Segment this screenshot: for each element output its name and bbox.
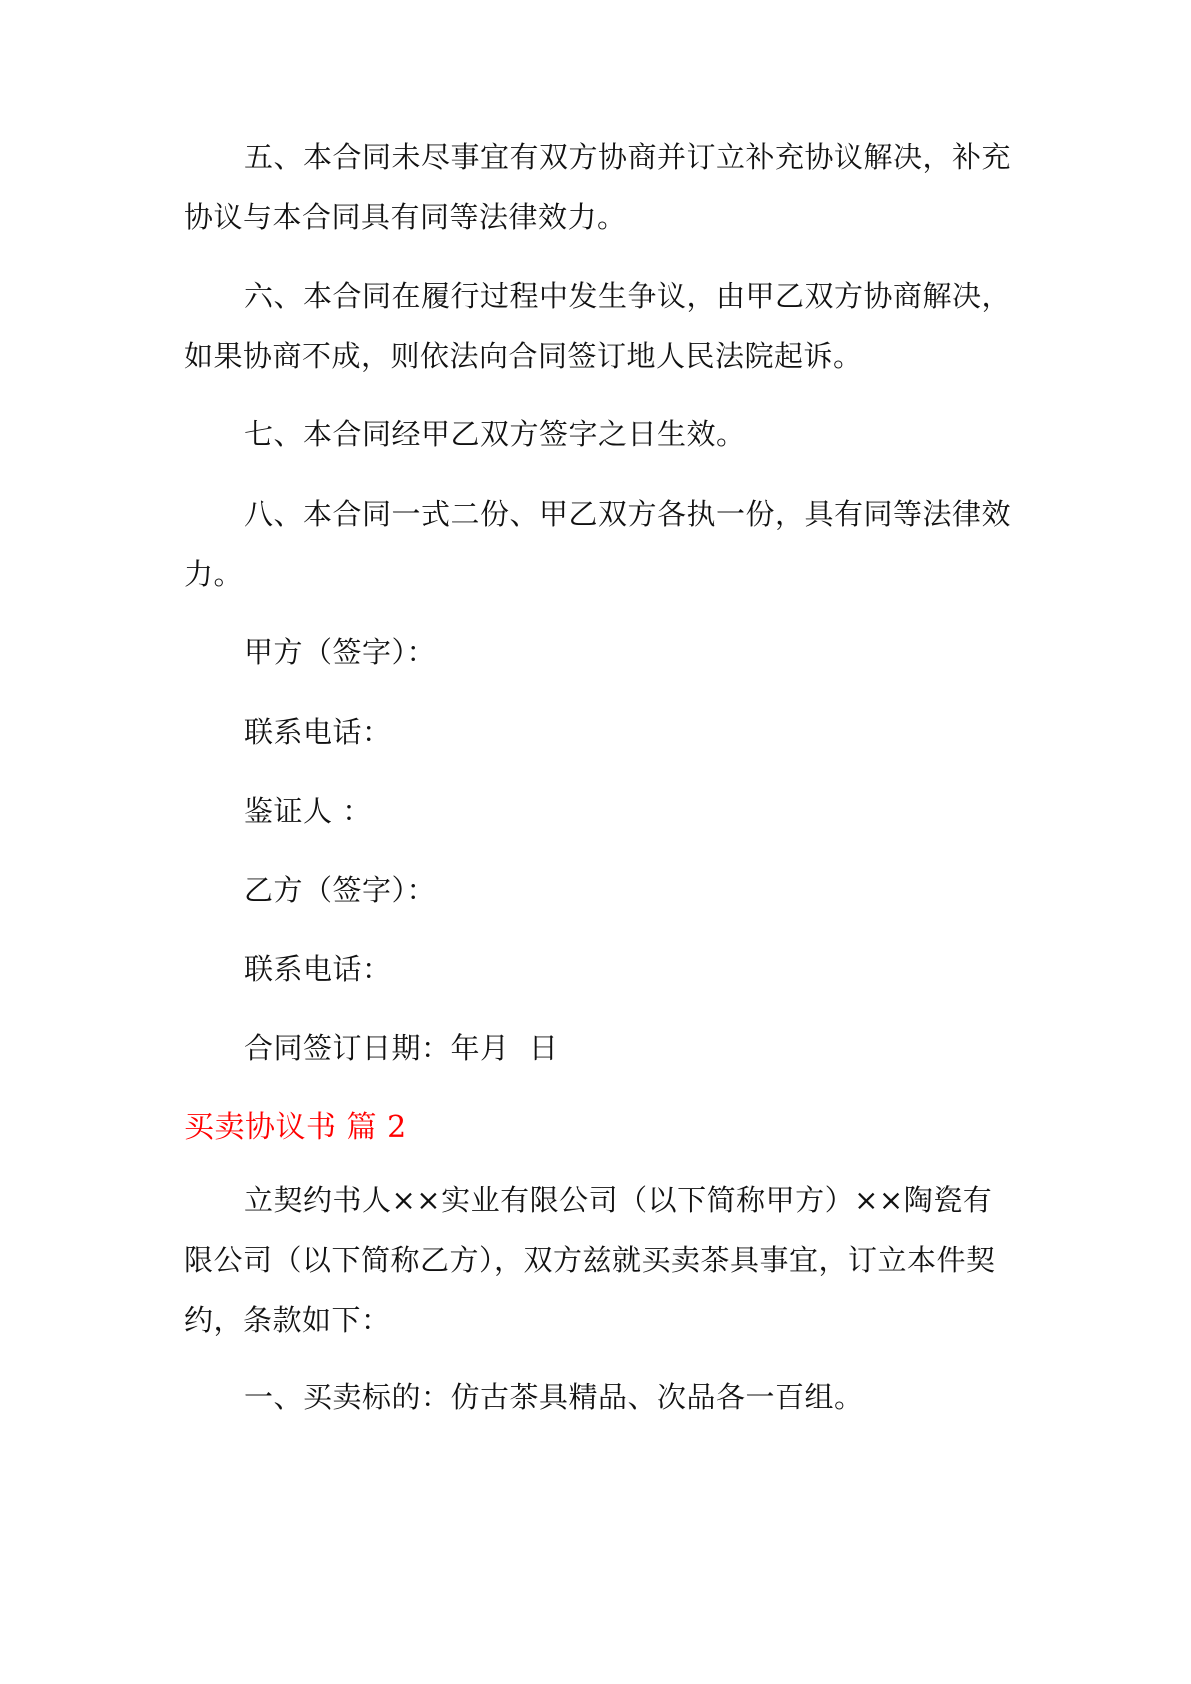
clause-8-line-2: 力。 — [184, 557, 244, 591]
party-a-phone: 联系电话： — [244, 715, 392, 749]
item-1-text: 一、买卖标的：仿古茶具精品、次品各一百组。 — [244, 1380, 864, 1414]
clause-7 — [184, 404, 1024, 464]
clause-6-line-2: 如果协商不成，则依法向合同签订地人民法院起诉。 — [184, 339, 863, 373]
intro-line-2: 限公司（以下简称乙方），双方兹就买卖茶具事宜，订立本件契 — [184, 1243, 996, 1277]
clause-8 — [184, 484, 1024, 604]
section-heading: 买卖协议书 篇 2 — [184, 1110, 407, 1145]
party-a-signature: 甲方（签字）： — [244, 635, 437, 669]
intro-line-3: 约，条款如下： — [184, 1303, 391, 1337]
contract-date: 合同签订日期：年月 日 — [244, 1031, 559, 1065]
intro-paragraph — [184, 1170, 1024, 1350]
clause-7-line-1: 七、本合同经甲乙双方签字之日生效。 — [244, 417, 746, 451]
item-1 — [184, 1367, 1024, 1427]
clause-6 — [184, 266, 1024, 386]
witness: 鉴证人 ： — [244, 794, 372, 828]
clause-5 — [184, 127, 1024, 247]
clause-5-line-2: 协议与本合同具有同等法律效力。 — [184, 200, 627, 234]
clause-6-line-1: 六、本合同在履行过程中发生争议，由甲乙双方协商解决， — [244, 279, 1012, 313]
clause-5-line-1: 五、本合同未尽事宜有双方协商并订立补充协议解决，补充 — [244, 140, 1012, 174]
intro-line-1: 立契约书人××实业有限公司（以下简称甲方）××陶瓷有 — [244, 1183, 993, 1217]
party-b-phone: 联系电话： — [244, 952, 392, 986]
clause-8-line-1: 八、本合同一式二份、甲乙双方各执一份，具有同等法律效 — [244, 497, 1012, 531]
party-b-signature: 乙方（签字）： — [244, 873, 437, 907]
